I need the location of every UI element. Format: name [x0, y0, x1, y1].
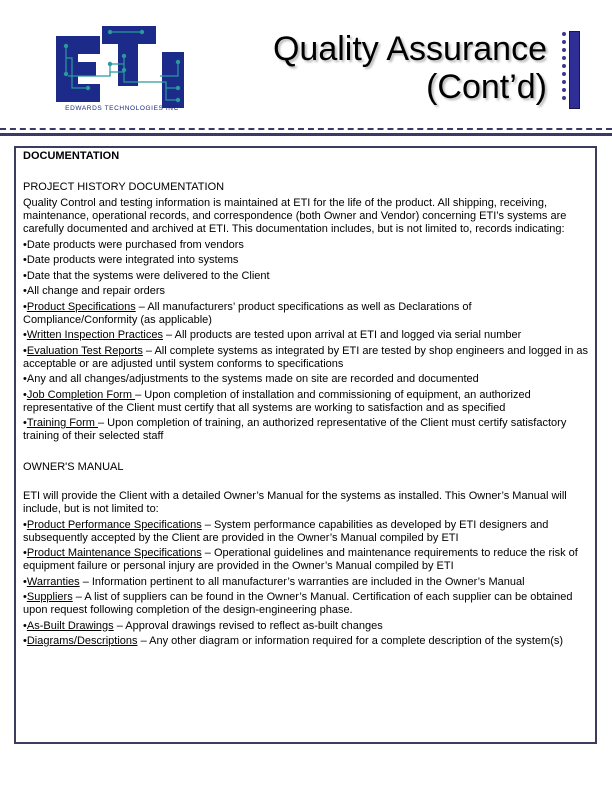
- list-item: [23, 270, 588, 283]
- item-term: Product Performance Specifications: [26, 518, 202, 531]
- item-text: – All complete systems as integrated by ETI are tested by shop engineers and logged in as acceptable or are adjusted until system conforms to specifications: [23, 344, 588, 370]
- list-item: [23, 239, 588, 252]
- item-term: Job Completion Form: [26, 388, 136, 401]
- list-item: [23, 329, 588, 342]
- bullet-icon: •: [23, 254, 27, 266]
- list-item: [23, 254, 588, 267]
- owners-manual-intro: ETI will provide the Client with a detailed Owner’s Manual for the systems as installed. This Owner’s Manual will include, but is not limited to:: [23, 490, 567, 515]
- item-text: – Approval drawings revised to reflect as-built changes: [113, 619, 383, 632]
- documentation-section: [23, 150, 588, 648]
- list-item: [23, 576, 588, 589]
- item-text: – Upon completion of installation and commissioning of equipment, an authorized representative of the Client must certify that all systems are working to satisfaction and as specified: [23, 388, 531, 414]
- item-text: – System performance capabilities as developed by ETI designers and subsequently accepted by the Client are provided in the Owner’s Manual compiled by ETI: [23, 518, 549, 544]
- list-item: [23, 301, 588, 327]
- item-text: – All manufacturers’ product specifications as well as Declarations of Compliance/Conformity (as applicable): [23, 300, 472, 326]
- list-item: [23, 547, 588, 573]
- item-text: – Upon completion of training, an authorized representative of the Client must certify satisfactory training of their selected staff: [23, 417, 567, 442]
- bullet-icon: •: [23, 417, 27, 429]
- title-line-2: (Cont’d): [426, 68, 547, 106]
- item-term: Product Maintenance Specifications: [26, 547, 202, 559]
- bullet-icon: •: [23, 285, 27, 297]
- list-item: [23, 635, 588, 648]
- item-text: Any and all changes/adjustments to the systems made on site are recorded and documented: [26, 373, 479, 385]
- accent-bar: [569, 31, 580, 109]
- project-history-list: [23, 239, 588, 444]
- bullet-icon: •: [23, 373, 27, 385]
- header-dashed-rule: [0, 128, 612, 130]
- item-text: – Information pertinent to all manufacturer’s warranties are included in the Owner’s Manual: [79, 575, 525, 588]
- list-item: [23, 345, 588, 371]
- item-text: All change and repair orders: [26, 285, 166, 297]
- bullet-icon: •: [23, 635, 27, 647]
- bullet-icon: •: [23, 547, 27, 559]
- list-item: [23, 620, 588, 633]
- item-text: – All products are tested upon arrival at ETI and logged via serial number: [163, 329, 522, 341]
- bullet-icon: •: [23, 238, 27, 251]
- project-history-heading: PROJECT HISTORY DOCUMENTATION: [23, 181, 225, 193]
- item-term: Evaluation Test Reports: [26, 344, 143, 357]
- bullet-icon: •: [23, 619, 27, 632]
- item-term: Written Inspection Practices: [26, 329, 163, 341]
- item-term: As-Built Drawings: [26, 619, 114, 632]
- list-item: [23, 389, 588, 415]
- item-term: Product Specifications: [26, 300, 136, 313]
- bullet-icon: •: [23, 329, 27, 341]
- item-text: – Operational guidelines and maintenance requirements to reduce the risk of equipment failure or personal injury are provided in the Owner’s Manual compiled by ETI: [23, 547, 578, 572]
- list-item: [23, 417, 588, 443]
- item-text: – Any other diagram or information required for a complete description of the system(s): [137, 635, 564, 647]
- item-term: Warranties: [26, 575, 80, 588]
- item-text: – A list of suppliers can be found in the Owner’s Manual. Certification of each supplier can be obtained upon request following completion of the design-engineering phase.: [23, 591, 573, 616]
- header-solid-rule: [0, 133, 612, 136]
- bullet-icon: •: [23, 575, 27, 588]
- project-history-intro: Quality Control and testing information is maintained at ETI for the life of the product. All shipping, receiving, maintenance, operational records, and correspondence (both Owner and Vendor) concerning ETI’s systems are carefully documented and archived at ETI. This documentation includes, but is not limited to, records indicating:: [23, 197, 567, 235]
- bullet-icon: •: [23, 518, 27, 531]
- item-term: Suppliers: [26, 591, 73, 603]
- list-item: [23, 285, 588, 298]
- owners-manual-heading: OWNER'S MANUAL: [23, 461, 124, 473]
- item-text: Date that the systems were delivered to the Client: [26, 269, 270, 282]
- list-item: [23, 519, 588, 545]
- bullet-icon: •: [23, 388, 27, 401]
- title-line-1: Quality Assurance: [272, 30, 547, 68]
- item-text: Date products were integrated into systems: [26, 254, 239, 266]
- logo-caption: EDWARDS TECHNOLOGIES INC: [65, 105, 179, 112]
- eti-logo: [52, 24, 192, 116]
- page-title: [273, 30, 547, 106]
- owners-manual-list: [23, 519, 588, 649]
- section-heading: DOCUMENTATION: [23, 150, 120, 162]
- item-term: Training Form: [26, 417, 98, 429]
- bullet-icon: •: [23, 591, 27, 603]
- item-text: Date products were purchased from vendors: [26, 238, 244, 251]
- bullet-icon: •: [23, 300, 27, 313]
- bullet-icon: •: [23, 269, 27, 282]
- list-item: [23, 591, 588, 617]
- item-term: Diagrams/Descriptions: [26, 635, 138, 647]
- list-item: [23, 373, 588, 386]
- bullet-icon: •: [23, 344, 27, 357]
- decorative-dots: [562, 32, 568, 108]
